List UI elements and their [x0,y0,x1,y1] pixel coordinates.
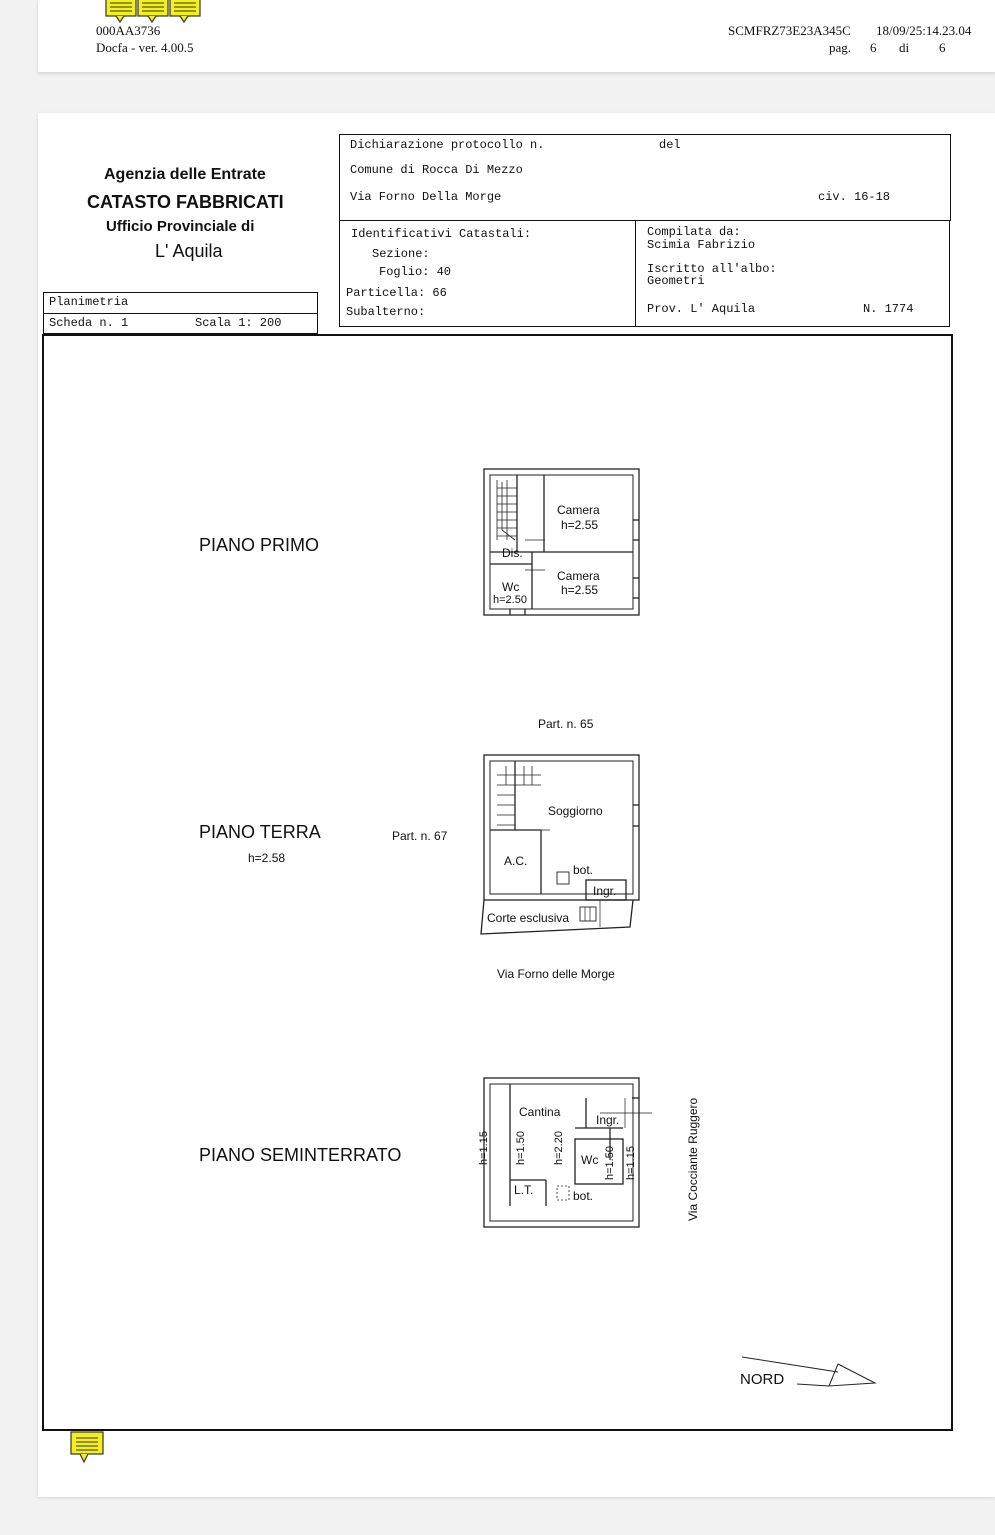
sticky-note-icon[interactable] [70,1430,106,1466]
room-dis: Dis. [502,546,523,560]
sezione: Sezione: [372,247,430,261]
plan-piano-terra [481,755,639,934]
room-camera-1: Camera [557,503,600,517]
height-label-4: h=1.50 [604,1146,616,1180]
page-number: 6 [870,40,877,55]
del-label: del [659,138,681,152]
street-forno-morge: Via Forno delle Morge [497,967,615,981]
room-wc: Wc [502,580,520,594]
parcel-65: Part. n. 65 [538,717,594,731]
room-camera-1-height: h=2.55 [561,518,599,532]
particella: Particella: 66 [346,286,447,300]
page-total: 6 [939,40,946,55]
room-cantina: Cantina [519,1105,561,1119]
office-city: L' Aquila [155,241,223,261]
height-label-3: h=2.20 [553,1131,565,1165]
office-label: Ufficio Provinciale di [106,218,255,235]
identifiers-title: Identificativi Catastali: [351,227,532,241]
room-wc-height: h=2.50 [493,594,527,606]
timestamp: 18/09/25:14.23.04 [876,23,972,38]
room-bot: bot. [573,863,594,877]
civic-number: civ. 16-18 [818,190,891,204]
comune: Comune di Rocca Di Mezzo [350,163,523,177]
agency-name: Agenzia delle Entrate [104,166,266,183]
room-camera-2-height: h=2.55 [561,583,599,597]
room-ac: A.C. [504,854,528,868]
fiscal-code: SCMFRZ73E23A345C [728,23,851,38]
room-lt: L.T. [514,1183,534,1197]
corte-esclusiva: Corte esclusiva [487,911,570,925]
north-label: NORD [740,1371,785,1388]
scheda-number: Scheda n. 1 [49,316,129,330]
compiler-name: Scimia Fabrizio [647,238,756,252]
compiled-by-label: Compilata da: [647,225,741,239]
albo-value: Geometri [647,274,705,288]
street-cocciante-ruggero: Via Cocciante Ruggero [686,1097,700,1221]
floor-label-primo: PIANO PRIMO [199,535,320,555]
subalterno: Subalterno: [346,305,426,319]
protocol-label: Dichiarazione protocollo n. [350,138,545,152]
height-label-5: h=1.15 [625,1146,637,1180]
floor-label-seminterrato: PIANO SEMINTERRATO [199,1145,402,1165]
scale: Scala 1: 200 [195,316,282,330]
floor-height-terra: h=2.58 [248,851,286,865]
planimetria-title: Planimetria [49,295,129,309]
room-wc-semi: Wc [581,1153,599,1167]
room-bot-semi: bot. [573,1189,594,1203]
floor-label-terra: PIANO TERRA [199,822,321,842]
room-ingresso-semi: Ingr. [596,1113,620,1127]
page-label: pag. [829,40,852,55]
albo-label: Iscritto all'albo: [647,262,777,276]
parcel-67: Part. n. 67 [392,829,448,843]
catasto-title: CATASTO FABBRICATI [87,192,284,212]
doc-id: 000AA3736 [96,23,161,38]
foglio: Foglio: 40 [379,265,452,279]
room-soggiorno: Soggiorno [548,804,603,818]
address: Via Forno Della Morge [350,190,502,204]
registration-number: N. 1774 [863,302,914,316]
province: Prov. L' Aquila [647,302,756,316]
page-di-label: di [899,40,910,55]
room-ingresso: Ingr. [593,884,617,898]
height-label-1: h=1.15 [478,1131,490,1165]
software-version: Docfa - ver. 4.00.5 [96,40,194,55]
room-camera-2: Camera [557,569,600,583]
height-label-2: h=1.50 [515,1131,527,1165]
